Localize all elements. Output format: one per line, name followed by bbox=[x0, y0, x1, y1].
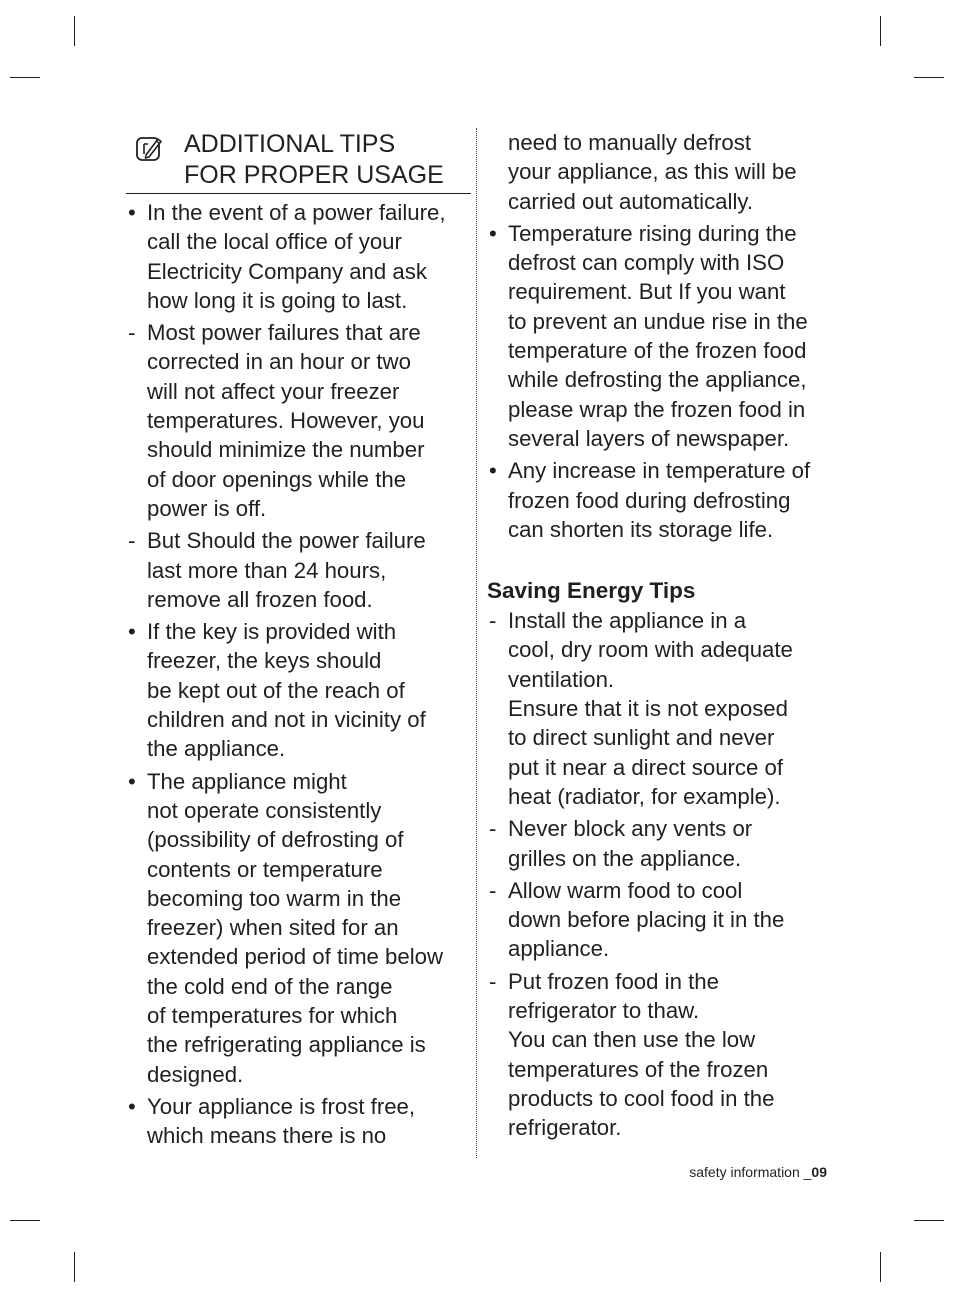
footer-section-label: safety information _ bbox=[689, 1164, 812, 1180]
dash-marker bbox=[126, 318, 147, 523]
crop-mark-bottom-right-horizontal bbox=[914, 1220, 944, 1221]
text-line: Never block any vents or bbox=[508, 816, 753, 842]
dash-marker bbox=[487, 967, 508, 1143]
text-line: But Should the power failure bbox=[147, 528, 426, 554]
text-line: down before placing it in the bbox=[508, 907, 785, 933]
dash-list-item bbox=[487, 606, 837, 811]
crop-mark-top-right-vertical bbox=[880, 16, 881, 46]
text-line: while defrosting the appliance, bbox=[508, 367, 807, 393]
crop-mark-top-left-horizontal bbox=[10, 77, 40, 78]
text-line: ventilation. bbox=[508, 666, 615, 692]
right-tip-list bbox=[487, 128, 837, 544]
bullet-list-item bbox=[126, 767, 471, 1089]
text-line: designed. bbox=[147, 1061, 244, 1087]
indent-spacer bbox=[487, 128, 508, 216]
text-line: refrigerator. bbox=[508, 1115, 622, 1141]
list-item-text bbox=[508, 876, 837, 964]
text-line: children and not in vicinity of bbox=[147, 707, 426, 733]
section-title-line-1: ADDITIONAL TIPS bbox=[184, 130, 396, 158]
text-line: frozen food during defrosting bbox=[508, 487, 791, 513]
text-line: of door openings while the bbox=[147, 466, 407, 492]
text-line: not operate consistently bbox=[147, 797, 382, 823]
text-line: Ensure that it is not exposed bbox=[508, 696, 788, 722]
text-line: Install the appliance in a bbox=[508, 608, 747, 634]
text-line: extended period of time below bbox=[147, 944, 444, 970]
text-line: Allow warm food to cool bbox=[508, 877, 743, 903]
text-line: the cold end of the range bbox=[147, 973, 393, 999]
text-line: freezer) when sited for an bbox=[147, 915, 399, 941]
bullet-list-item bbox=[487, 456, 837, 544]
bullet-marker bbox=[487, 456, 508, 544]
heading-underline bbox=[126, 193, 471, 194]
text-line: corrected in an hour or two bbox=[147, 349, 411, 375]
list-item-text bbox=[508, 606, 837, 811]
bullet-marker bbox=[126, 198, 147, 315]
text-line: carried out automatically. bbox=[508, 188, 753, 214]
text-line: heat (radiator, for example). bbox=[508, 783, 781, 809]
text-line: products to cool food in the bbox=[508, 1085, 775, 1111]
text-line: cool, dry room with adequate bbox=[508, 637, 793, 663]
bullet-list-item bbox=[487, 219, 837, 453]
dash-marker bbox=[487, 814, 508, 873]
text-line: temperature of the frozen food bbox=[508, 338, 807, 364]
text-line: (possibility of defrosting of bbox=[147, 827, 404, 853]
list-item-text bbox=[508, 967, 837, 1143]
text-line: The appliance might bbox=[147, 768, 347, 794]
list-item-text bbox=[147, 526, 471, 614]
text-line: Temperature rising during the bbox=[508, 220, 797, 246]
crop-mark-bottom-left-vertical bbox=[74, 1252, 75, 1282]
text-line: please wrap the frozen food in bbox=[508, 396, 806, 422]
bullet-marker bbox=[487, 219, 508, 453]
list-item-text bbox=[147, 1092, 471, 1151]
text-line: to prevent an undue rise in the bbox=[508, 308, 808, 334]
list-item-text bbox=[508, 814, 837, 873]
text-line: how long it is going to last. bbox=[147, 287, 408, 313]
text-line: contents or temperature bbox=[147, 856, 383, 882]
section-title-line-2: FOR PROPER USAGE bbox=[184, 161, 444, 189]
bullet-list-item bbox=[126, 617, 471, 763]
text-line: Electricity Company and ask bbox=[147, 258, 427, 284]
left-column bbox=[126, 128, 471, 1154]
bullet-marker bbox=[126, 1092, 147, 1151]
dash-list-item bbox=[487, 814, 837, 873]
text-line: appliance. bbox=[508, 936, 610, 962]
left-tip-list bbox=[126, 198, 471, 1151]
list-item-text bbox=[508, 128, 837, 216]
text-line: If the key is provided with bbox=[147, 619, 397, 645]
saving-energy-list bbox=[487, 606, 837, 1142]
text-line: of temperatures for which bbox=[147, 1003, 398, 1029]
dash-list-item bbox=[126, 526, 471, 614]
text-line: Put frozen food in the bbox=[508, 968, 719, 994]
crop-mark-top-right-horizontal bbox=[914, 77, 944, 78]
page-number: 09 bbox=[811, 1164, 827, 1180]
text-line: can shorten its storage life. bbox=[508, 516, 774, 542]
right-column bbox=[487, 128, 837, 1146]
text-line: be kept out of the reach of bbox=[147, 677, 405, 703]
text-line: the refrigerating appliance is bbox=[147, 1032, 426, 1058]
text-line: remove all frozen food. bbox=[147, 586, 373, 612]
column-divider bbox=[476, 128, 477, 1158]
text-line: Any increase in temperature of bbox=[508, 458, 811, 484]
note-pencil-icon bbox=[134, 134, 164, 164]
dash-list-item bbox=[487, 876, 837, 964]
text-line: requirement. But If you want bbox=[508, 279, 786, 305]
text-line: several layers of newspaper. bbox=[508, 425, 790, 451]
text-line: defrost can comply with ISO bbox=[508, 250, 785, 276]
crop-mark-bottom-left-horizontal bbox=[10, 1220, 40, 1221]
bullet-marker bbox=[126, 617, 147, 763]
section-title bbox=[184, 129, 471, 191]
text-line: to direct sunlight and never bbox=[508, 725, 775, 751]
text-line: put it near a direct source of bbox=[508, 754, 784, 780]
dash-marker bbox=[487, 876, 508, 964]
text-line: will not affect your freezer bbox=[147, 378, 400, 404]
dash-list-item bbox=[126, 318, 471, 523]
text-line: In the event of a power failure, bbox=[147, 200, 446, 225]
text-line: which means there is no bbox=[147, 1123, 387, 1149]
list-item-text bbox=[508, 456, 837, 544]
list-item-text bbox=[147, 617, 471, 763]
saving-energy-heading: Saving Energy Tips bbox=[487, 578, 696, 604]
text-line: need to manually defrost bbox=[508, 130, 751, 155]
text-line: should minimize the number bbox=[147, 437, 425, 463]
list-item-text bbox=[147, 318, 471, 523]
text-line: temperatures of the frozen bbox=[508, 1056, 769, 1082]
text-line: your appliance, as this will be bbox=[508, 159, 797, 185]
text-line: freezer, the keys should bbox=[147, 648, 382, 674]
bullet-list-item bbox=[126, 198, 471, 315]
dash-marker bbox=[126, 526, 147, 614]
text-line: grilles on the appliance. bbox=[508, 845, 742, 871]
page-footer bbox=[689, 1162, 827, 1182]
section-heading bbox=[126, 129, 471, 193]
text-line: power is off. bbox=[147, 495, 267, 521]
crop-mark-top-left-vertical bbox=[74, 16, 75, 46]
text-line: last more than 24 hours, bbox=[147, 557, 387, 583]
list-item-continued bbox=[487, 128, 837, 216]
bullet-marker bbox=[126, 767, 147, 1089]
text-line: temperatures. However, you bbox=[147, 408, 425, 434]
text-line: becoming too warm in the bbox=[147, 885, 402, 911]
dash-list-item bbox=[487, 967, 837, 1143]
text-line: Your appliance is frost free, bbox=[147, 1093, 416, 1119]
text-line: the appliance. bbox=[147, 736, 286, 762]
text-line: call the local office of your bbox=[147, 229, 402, 255]
list-item-text bbox=[147, 198, 471, 315]
text-line: refrigerator to thaw. bbox=[508, 998, 700, 1024]
list-item-text bbox=[147, 767, 471, 1089]
text-line: You can then use the low bbox=[508, 1027, 756, 1053]
bullet-list-item bbox=[126, 1092, 471, 1151]
dash-marker bbox=[487, 606, 508, 811]
text-line: Most power failures that are bbox=[147, 320, 421, 346]
crop-mark-bottom-right-vertical bbox=[880, 1252, 881, 1282]
list-item-text bbox=[508, 219, 837, 453]
